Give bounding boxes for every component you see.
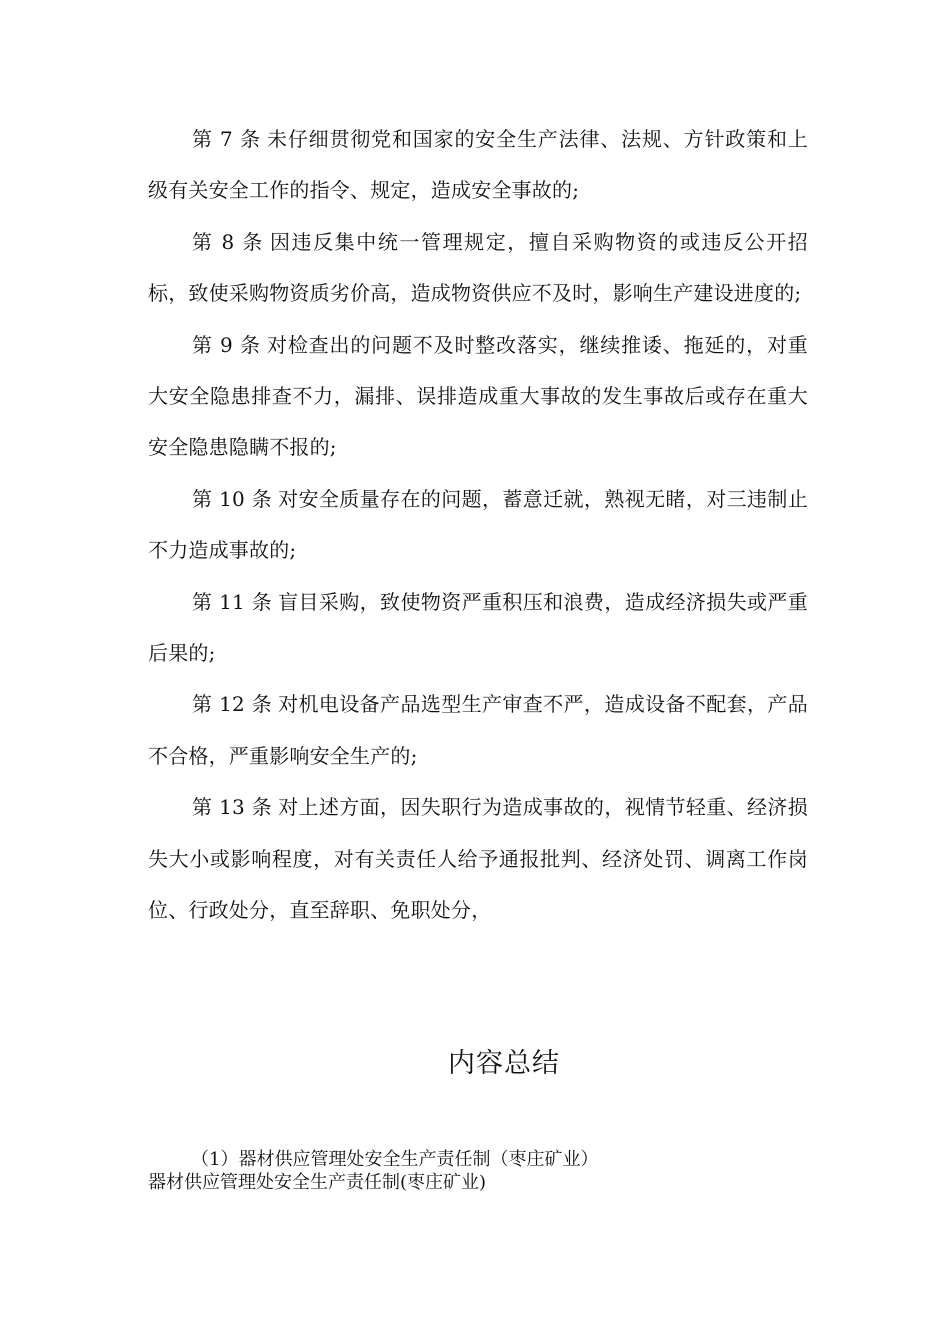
- article-list: [148, 114, 808, 937]
- article-12: [148, 679, 808, 782]
- article-text: 未仔细贯彻党和国家的安全生产法律、法规、方针政策和上级有关安全工作的指令、规定，造成安全事故的;: [148, 127, 808, 203]
- summary-source: 器材供应管理处安全生产责任制(枣庄矿业): [148, 1172, 487, 1193]
- article-text: 因违反集中统一管理规定，擅自采购物资的或违反公开招标，致使采购物资质劣价高，造成物资供应不及时，影响生产建设进度的;: [148, 229, 808, 306]
- article-11: [148, 577, 808, 680]
- article-8: [148, 217, 808, 320]
- article-7: [148, 114, 808, 217]
- article-text: 对检查出的问题不及时整改落实，继续推诿、拖延的，对重大安全隐患排查不力，漏排、误排造成重大事故的发生事故后或存在重大安全隐患隐瞒不报的;: [148, 332, 808, 460]
- summary-item: （1）器材供应管理处安全生产责任制（枣庄矿业）: [191, 1149, 599, 1170]
- article-13: [148, 782, 808, 936]
- article-text: 盲目采购，致使物资严重积压和浪费，造成经济损失或严重后果的;: [148, 589, 808, 666]
- article-number: 第 10 条: [192, 486, 273, 511]
- article-text: 对上述方面，因失职行为造成事故的，视情节轻重、经济损失大小或影响程度，对有关责任人给予通报批判、经济处罚、调离工作岗位、行政处分，直至辞职、免职处分，: [148, 795, 808, 923]
- article-text: 对安全质量存在的问题，蓄意迁就，熟视无睹，对三违制止不力造成事故的;: [148, 486, 808, 563]
- article-number: 第 12 条: [192, 692, 273, 717]
- article-number: 第 13 条: [192, 795, 273, 820]
- article-number: 第 9 条: [192, 332, 261, 357]
- article-number: 第 11 条: [192, 589, 273, 614]
- article-10: [148, 474, 808, 577]
- article-9: [148, 320, 808, 474]
- article-text: 对机电设备产品选型生产审查不严，造成设备不配套，产品不合格，严重影响安全生产的;: [148, 692, 808, 768]
- summary-heading: 内容总结: [448, 1048, 560, 1079]
- article-number: 第 8 条: [192, 229, 264, 254]
- article-number: 第 7 条: [192, 127, 261, 151]
